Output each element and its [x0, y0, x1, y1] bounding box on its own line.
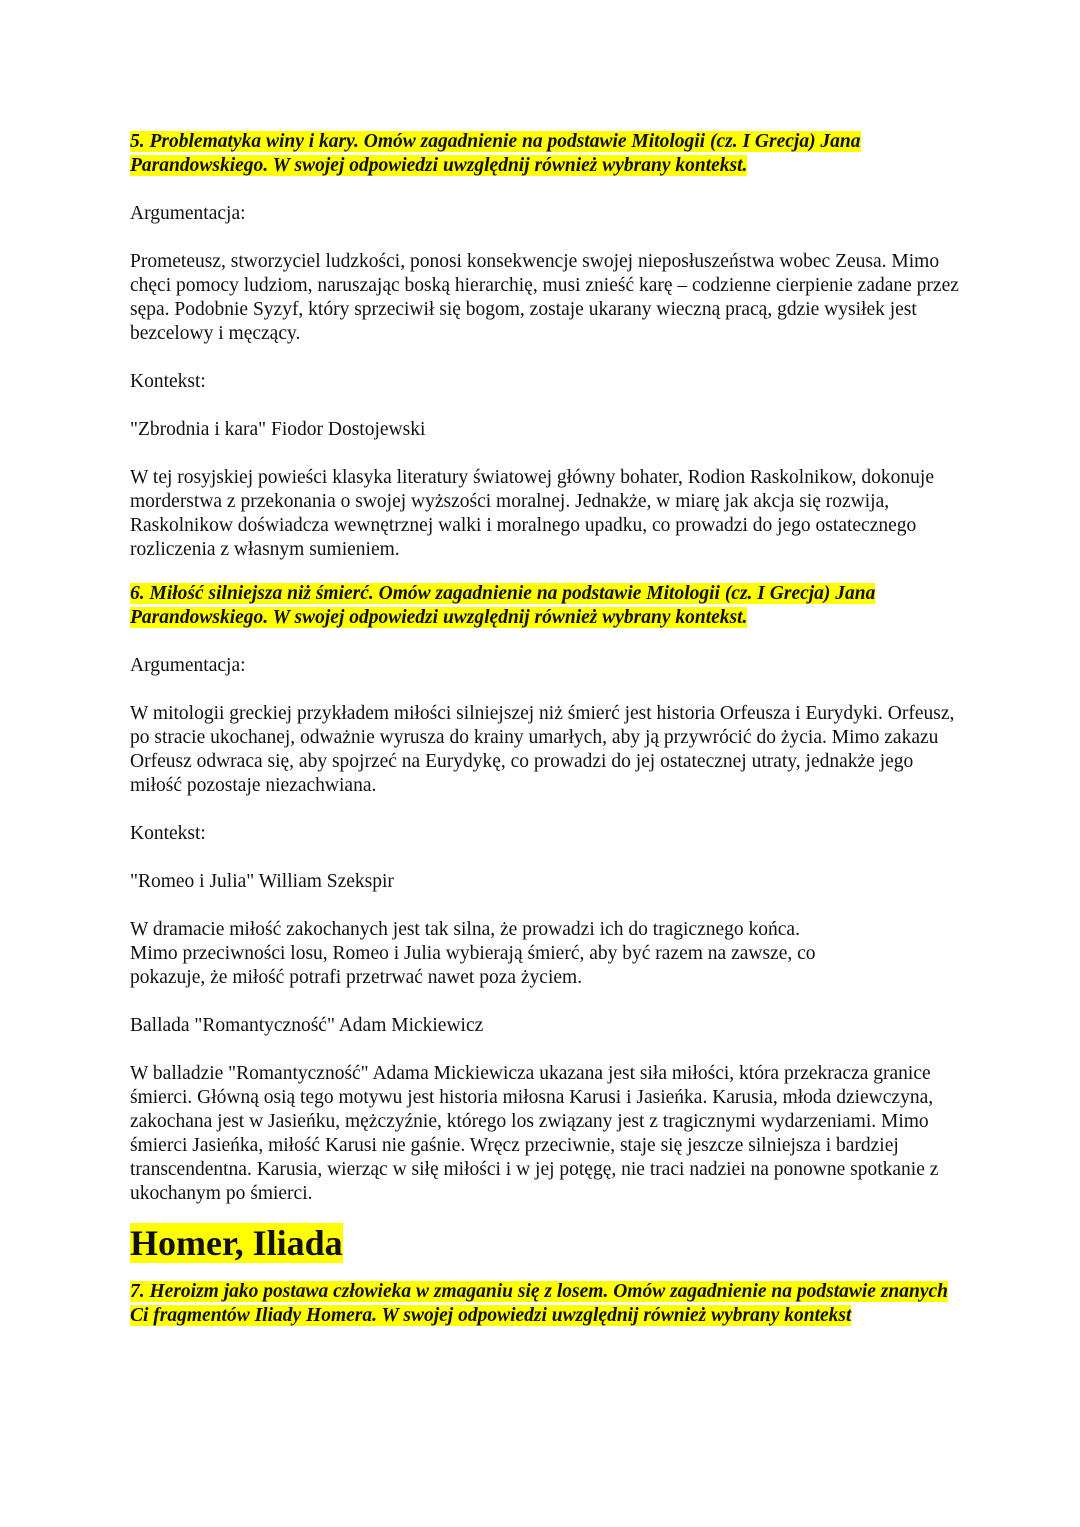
- q6-context-1-title: "Romeo i Julia" William Szekspir: [130, 871, 394, 892]
- q6-context-2-text: W balladzie "Romantyczność" Adama Mickiewicza ukazana jest siła miłości, która przekracza granice śmierci. Główną osią tego motywu jest historia miłosna Karusi i Jasieńka. Karusia, młoda dziewczyna, zakochana jest w Jasieńku, mężczyźnie, którego los związany jest z tragicznymi wydarzeniami. Mimo śmierci Jasieńka, miłość Karusi nie gaśnie. Wręcz przeciwnie, staje się jeszcze silniejsza i bardziej transcendentna. Karusia, wierząc w siłę miłości i w jej potęgę, nie traci nadziei na ponowne spotkanie z ukochanym po śmierci.: [130, 1063, 939, 1204]
- document-page: [130, 130, 960, 1328]
- q5-context-label: Kontekst:: [130, 371, 206, 392]
- q6-argumentation-text: W mitologii greckiej przykładem miłości silniejszej niż śmierć jest historia Orfeusza i Eurydyki. Orfeusz, po stracie ukochanej, odważnie wyrusza do krainy umarłych, aby ją przywrócić do życia. Mimo zakazu Orfeusz odwraca się, aby spojrzeć na Eurydykę, co prowadzi do jej ostatecznej utraty, jednakże jego miłość pozostaje niezachwiana.: [130, 703, 955, 796]
- question-6-heading: [130, 582, 960, 630]
- question-6-heading-text: 6. Miłość silniejsza niż śmierć. Omów zagadnienie na podstawie Mitologii (cz. I Grecja) Jana Parandowskiego. W swojej odpowiedzi uwzględnij również wybrany kontekst.: [130, 583, 876, 628]
- question-7-heading-text: 7. Heroizm jako postawa człowieka w zmaganiu się z losem. Omów zagadnienie na podstawie znanych Ci fragmentów Iliady Homera. W swojej odpowiedzi uwzględnij również wybrany kontekst: [130, 1281, 949, 1326]
- q6-context-1-text: W dramacie miłość zakochanych jest tak silna, że prowadzi ich do tragicznego końca. Mimo przeciwności losu, Romeo i Julia wybierają śmierć, aby być razem na zawsze, co pokazuje, że miłość potrafi przetrwać nawet poza życiem.: [130, 919, 816, 988]
- q6-context-label: Kontekst:: [130, 823, 206, 844]
- q5-argumentation-label: Argumentacja:: [130, 203, 246, 224]
- section-heading: [130, 1222, 960, 1264]
- q5-context-title: "Zbrodnia i kara" Fiodor Dostojewski: [130, 419, 426, 440]
- q5-context-text: W tej rosyjskiej powieści klasyka literatury światowej główny bohater, Rodion Raskolnikow, dokonuje morderstwa z przekonania o swojej wyższości moralnej. Jednakże, w miarę jak akcja się rozwija, Raskolnikow doświadcza wewnętrznej walki i moralnego upadku, co prowadzi do jego ostatecznego rozliczenia z własnym sumieniem.: [130, 467, 935, 560]
- question-5-heading-text: 5. Problematyka winy i kary. Omów zagadnienie na podstawie Mitologii (cz. I Grecja) Jana Parandowskiego. W swojej odpowiedzi uwzględnij również wybrany kontekst.: [130, 131, 861, 176]
- q6-argumentation-label: Argumentacja:: [130, 655, 246, 676]
- question-7-heading: [130, 1280, 960, 1328]
- section-heading-text: Homer, Iliada: [130, 1223, 343, 1263]
- q5-argumentation-text: Prometeusz, stworzyciel ludzkości, ponosi konsekwencje swojej nieposłuszeństwa wobec Zeusa. Mimo chęci pomocy ludziom, naruszając boską hierarchię, musi znieść karę – codzienne cierpienie zadane przez sępa. Podobnie Syzyf, który sprzeciwił się bogom, zostaje ukarany wieczną pracą, gdzie wysiłek jest bezcelowy i męczący.: [130, 251, 959, 344]
- question-5-heading: [130, 130, 960, 178]
- q6-context-2-title: Ballada "Romantyczność" Adam Mickiewicz: [130, 1015, 484, 1036]
